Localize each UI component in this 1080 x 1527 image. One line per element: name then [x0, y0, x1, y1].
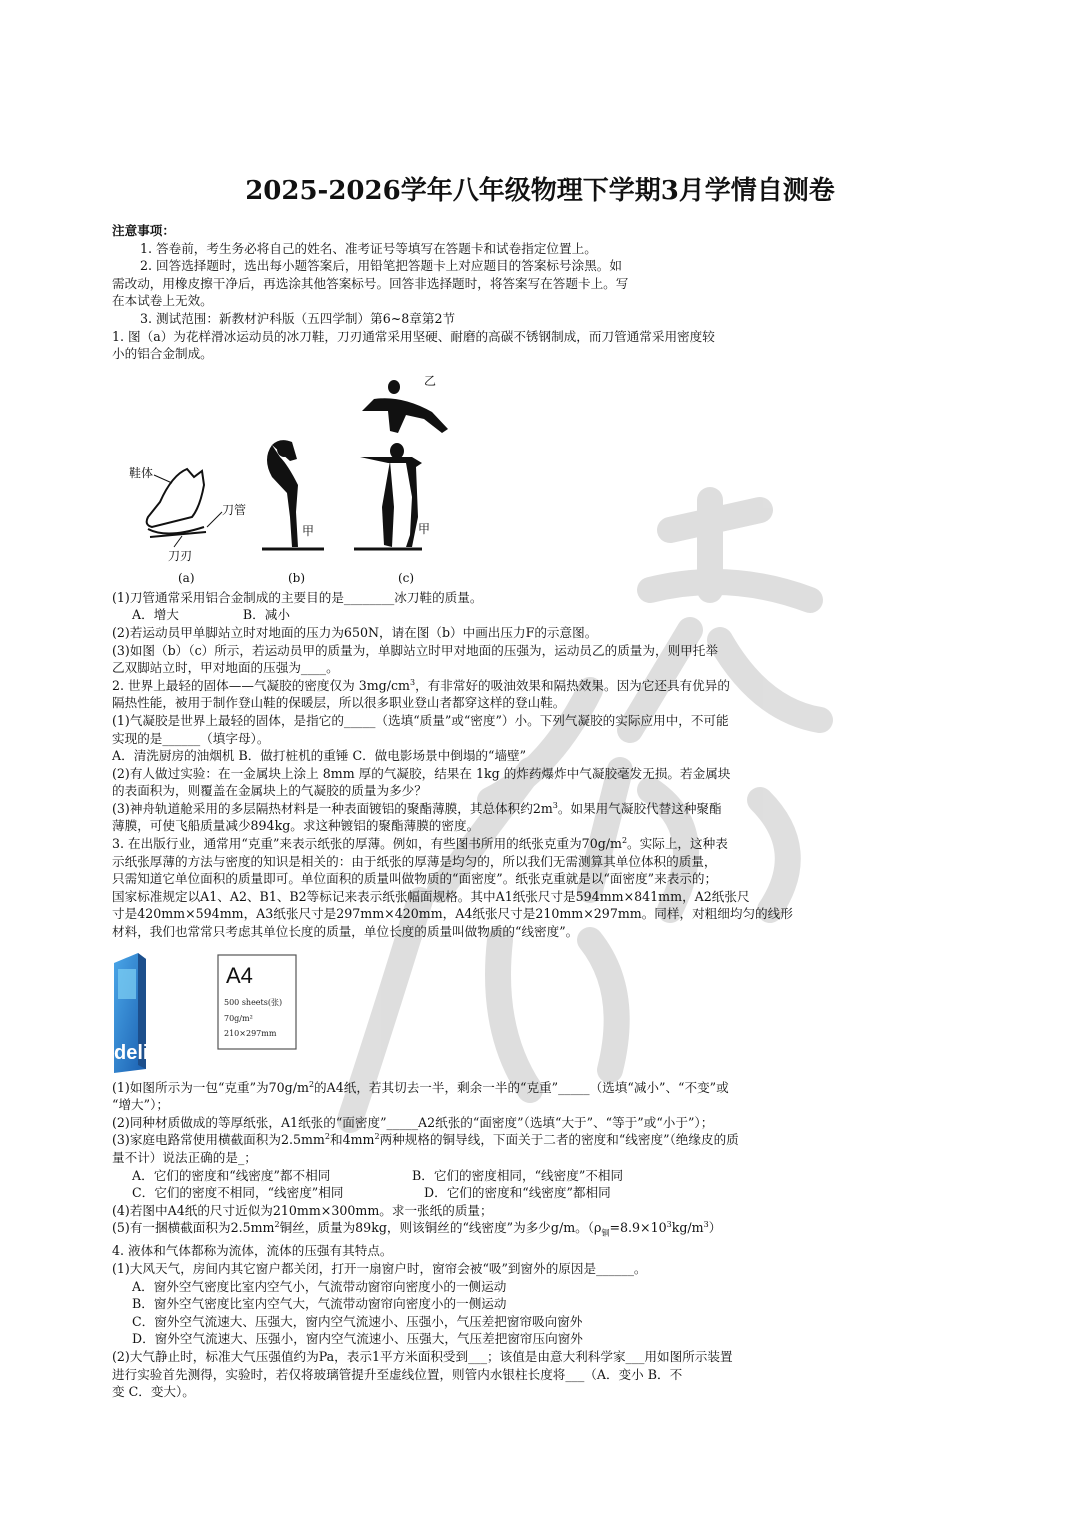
brand-text: deli: [114, 1041, 149, 1064]
q4-sub1: (1)大风天气，房间内其它窗户都关闭，打开一扇窗户时，窗帘会被“吸”到窗外的原因是______。: [112, 1261, 647, 1277]
q2-intro-b: ，有非常好的吸油效果和隔热效果。因为它还具有优异的: [415, 677, 730, 693]
q1-intro: 小的铝合金制成。: [112, 346, 213, 362]
skating-figure-drawing: [112, 367, 472, 587]
a4-big-label: A4: [226, 962, 253, 988]
q2-options: A．清洗厨房的油烟机 B．做打桩机的重锤 C．做电影场景中倒塌的“墙壁”: [112, 748, 527, 764]
notice-heading: 注意事项：: [112, 223, 175, 238]
q3-sub4: (4)若图中A4纸的尺寸近似为210mm×300mm。求一张纸的质量；: [112, 1202, 493, 1218]
q3-sub2: (2)同种材质做成的等厚纸张，A1纸张的“面密度”_____A2纸张的“面密度”（选填“大于”、“等于”或“小于”）；: [112, 1114, 714, 1130]
paper-pack-figure: [112, 949, 822, 1075]
q4-sub2-cont: 变 C．变大）。: [112, 1384, 195, 1400]
q2-sub3-b: 。如果用气凝胶代替这种聚酯: [557, 800, 722, 816]
sub: 铜: [601, 1228, 610, 1238]
sup: 3: [666, 1220, 672, 1230]
q3-sub5-a: (5)有一捆横截面积为2.5mm: [112, 1220, 275, 1236]
q3-sub1: [112, 1079, 822, 1097]
a4-label-card: [218, 955, 296, 1049]
q3-sub3-b: 和4mm: [329, 1132, 375, 1148]
q3-sub1-cont: “增大”）；: [112, 1097, 169, 1113]
q4-option-a: A．窗外空气密度比室内空气小，气流带动窗帘向密度小的一侧运动: [132, 1278, 507, 1294]
q3-sub1-a: (1)如图所示为一包“克重”为70g/m: [112, 1079, 309, 1095]
exam-content: [112, 222, 822, 1401]
q4-option-d: D．窗外空气流速大、压强小，窗内空气流速小、压强大，气压差把窗帘压向窗外: [132, 1331, 583, 1347]
q3-intro: [112, 835, 822, 853]
sup: 2: [621, 835, 628, 845]
q3-options-row2: [112, 1184, 822, 1202]
a4-weight: 70g/m²: [224, 1013, 253, 1023]
q1-option-b: B．减小: [242, 607, 290, 623]
label-jia-b: 甲: [302, 523, 315, 538]
q4-option-b: B．窗外空气密度比室内空气大，气流带动窗帘向密度小的一侧运动: [132, 1296, 507, 1312]
q4-option-c: C．窗外空气流速大、压强大，窗内空气流速小、压强小，气压差把窗帘吸向窗外: [132, 1313, 583, 1329]
q2-sub3: [112, 800, 822, 818]
sup: 2: [324, 1132, 330, 1142]
q2-sub2-cont: 的表面积为，则覆盖在金属块上的气凝胶的质量为多少？: [112, 783, 427, 799]
q3-line: 国家标准规定以A1、A2、B1、B2等标记来表示纸张幅面规格。其中A1纸张尺寸是594mm×841mm，A2纸张尺: [112, 888, 750, 904]
notice-item: 在本试卷上无效。: [112, 293, 213, 309]
q2-sub1: (1)气凝胶是世界上最轻的固体，是指它的_____（选填“质量”或“密度”）小。下列气凝胶的实际应用中，不可能: [112, 712, 729, 728]
q1-sub3-cont: 乙双脚站立时，甲对地面的压强为____。: [112, 660, 339, 676]
q2-line: 隔热性能，被用于制作登山鞋的保暖层，所以很多职业登山者都穿这样的登山鞋。: [112, 695, 566, 711]
q1-sub2: (2)若运动员甲单脚站立时对地面的压力为650N，请在图（b）中画出压力F的示意图。: [112, 624, 598, 640]
caption-b: (b): [288, 570, 306, 585]
notice-item: 需改动，用橡皮擦干净后，再选涂其他答案标号。回答非选择题时，将答案写在答题卡上。写: [112, 275, 629, 291]
q3-intro-b: 。实际上，这种表: [627, 836, 728, 852]
q1-sub1: (1)刀管通常采用铝合金制成的主要目的是________冰刀鞋的质量。: [112, 589, 483, 605]
sup: 3: [409, 677, 416, 687]
q3-line: 寸是420mm×594mm，A3纸张尺寸是297mm×420mm，A4纸张尺寸是210mm×297mm。同样，对粗细均匀的线形: [112, 906, 793, 922]
q3-option-a: A．它们的密度和“线密度”都不相同: [132, 1167, 331, 1183]
q4-sub2-cont: 进行实验首先测得，实验时，若仅将玻璃管提升至虚线位置，则管内水银柱长度将___（A．变小 B．不: [112, 1366, 683, 1382]
q1-sub3: (3)如图（b）（c）所示，若运动员甲的质量为，单脚站立时甲对地面的压强为，运动员乙的质量为，则甲托举: [112, 642, 718, 658]
q3-sub5-b: 铜丝，质量为89kg，则该铜丝的“线密度”为多少g/m。（ρ: [279, 1220, 602, 1236]
a4-sheets: 500 sheets(张): [224, 997, 283, 1007]
q2-intro: [112, 677, 822, 695]
label-shoe-body: 鞋体: [129, 465, 154, 480]
q2-sub3-a: (3)神舟轨道舱采用的多层隔热材料是一种表面镀铝的聚酯薄膜，其总体积约2m: [112, 800, 553, 816]
q2-sub3-cont: 薄膜，可使飞船质量减少894kg。求这种镀铝的聚酯薄膜的密度。: [112, 818, 480, 834]
q1-option-a: A．增大: [132, 607, 179, 623]
q3-sub5: [112, 1219, 822, 1242]
q3-options-row1: [112, 1167, 822, 1185]
skater-pair-icon: [360, 380, 448, 547]
q3-sub1-b: 的A4纸，若其切去一半，剩余一半的“克重”_____（选填“减小”、“不变”或: [314, 1079, 729, 1095]
sup: 3: [552, 800, 558, 810]
q1-options: [112, 606, 822, 624]
q1-intro: 1. 图（a）为花样滑冰运动员的冰刀鞋，刀刃通常采用坚硬、耐磨的高碳不锈钢制成，而刀管通常采用密度较: [112, 328, 715, 344]
sup: 2: [274, 1220, 280, 1230]
q3-sub3-c: 两种规格的铜导线，下面关于二者的密度和“线密度”（绝缘皮的质: [379, 1132, 739, 1148]
q3-intro-a: 3. 在出版行业，通常用“克重”来表示纸张的厚薄。例如，有些图书所用的纸张克重为70g/m: [112, 836, 622, 852]
q3-line: 示纸张厚薄的方法与密度的知识是相关的：由于纸张的厚薄是均匀的，所以我们无需测算其单位体积的质量，: [112, 853, 717, 869]
q3-line: 材料，我们也常常只考虑其单位长度的质量，单位长度的质量叫做物质的“线密度”。: [112, 924, 579, 940]
q3-option-b: B．它们的密度相同，“线密度”不相同: [412, 1167, 624, 1183]
q4-intro: 4. 液体和气体都称为流体，流体的压强有其特点。: [112, 1243, 393, 1259]
q3-sub3-cont: 量不计）说法正确的是_；: [112, 1150, 257, 1165]
label-yi: 乙: [424, 373, 437, 388]
caption-c: (c): [398, 570, 415, 585]
q3-line: 只需知道它单位面积的质量即可。单位面积的质量叫做物质的“面密度”。纸张克重就是以“面密度”来表示的；: [112, 871, 718, 887]
label-blade-edge: 刀刃: [168, 548, 193, 563]
skating-figure: [112, 367, 822, 587]
q2-intro-a: 2. 世界上最轻的固体——气凝胶的密度仅为 3mg/cm: [112, 677, 410, 693]
caption-a: (a): [178, 570, 195, 585]
q3-option-c: C．它们的密度不相同，“线密度”相同: [132, 1185, 344, 1201]
q2-sub2: (2)有人做过实验：在一金属块上涂上 8mm 厚的气凝胶，结果在 1kg 的炸药爆炸中气凝胶毫发无损。若金属块: [112, 765, 731, 781]
q3-sub3: [112, 1131, 822, 1149]
label-blade-tube: 刀管: [222, 502, 247, 517]
notice-item: 3. 测试范围：新教材沪科版（五四学制）第6~8章第2节: [140, 310, 456, 326]
notice-item: 1. 答卷前，考生务必将自己的姓名、准考证号等填写在答题卡和试卷指定位置上。: [140, 240, 597, 256]
q3-option-d: D．它们的密度和“线密度”都相同: [424, 1185, 611, 1201]
paper-pack-drawing: [112, 949, 312, 1075]
sup: 2: [374, 1132, 380, 1142]
q3-sub5-e: kg/m: [671, 1220, 704, 1236]
notice-item: 2. 回答选择题时，选出每小题答案后，用铅笔把答题卡上对应题目的答案标号涂黑。如: [140, 258, 622, 274]
label-jia-c: 甲: [418, 521, 431, 536]
a4-size: 210×297mm: [224, 1028, 277, 1038]
q3-sub5-d: =8.9×10: [609, 1220, 667, 1236]
sup: 3: [703, 1220, 709, 1230]
skate-shoe-icon: [147, 469, 206, 537]
sup: 2: [308, 1079, 315, 1089]
skater-single-icon: [267, 440, 298, 547]
q2-sub1-cont: 实现的是______（填字母）。: [112, 730, 270, 746]
page-title: 2025-2026学年八年级物理下学期3月学情自测卷: [245, 176, 835, 206]
q3-sub3-a: (3)家庭电路常使用横截面积为2.5mm: [112, 1132, 325, 1148]
q3-sub5-f: ）: [708, 1220, 722, 1236]
q4-sub2: (2)大气静止时，标准大气压强值约为Pa，表示1平方米面积受到___；该值是由意大利科学家___用如图所示装置: [112, 1349, 733, 1365]
